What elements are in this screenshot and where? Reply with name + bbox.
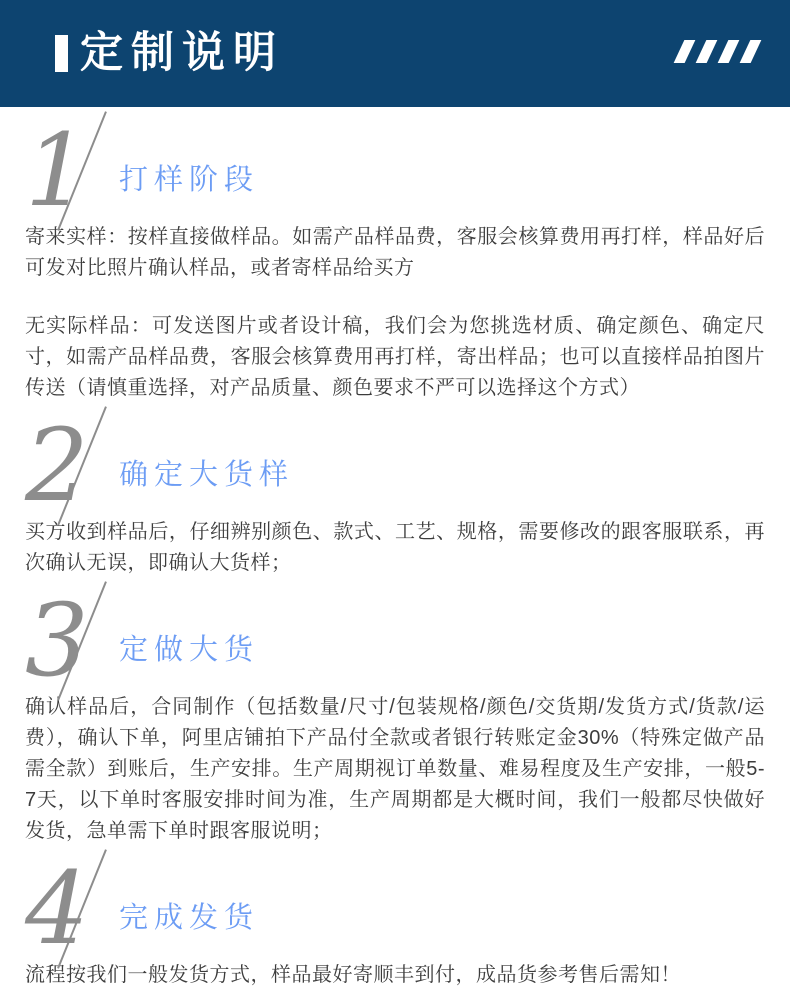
customization-instructions xyxy=(0,112,790,991)
numeral-digit: 3 xyxy=(25,582,89,699)
page-title: 定制说明 xyxy=(80,29,284,77)
slash-icon xyxy=(696,40,718,63)
section-title: 打样阶段 xyxy=(119,164,260,196)
numeral-digit: 1 xyxy=(25,112,89,229)
section-header xyxy=(25,850,765,967)
section-title: 完成发货 xyxy=(119,902,260,934)
section-title: 确定大货样 xyxy=(119,459,295,491)
paragraph: 无实际样品：可发送图片或者设计稿，我们会为您挑选材质、确定颜色、确定尺寸，如需产品样品费，客服会核算费用再打样，寄出样品；也可以直接样品拍图片传送（请慎重选择，对产品质量、颜色要求不严可以选择这个方式） xyxy=(25,315,765,399)
banner-accent-bar xyxy=(55,35,68,72)
section-numeral xyxy=(25,582,103,699)
numeral-digit: 4 xyxy=(25,850,89,967)
section-numeral xyxy=(25,112,103,229)
numeral-digit: 2 xyxy=(25,407,89,524)
section-header xyxy=(25,407,765,524)
paragraph: 流程按我们一般发货方式，样品最好寄顺丰到付，成品货参考售后需知！ xyxy=(25,964,681,986)
paragraph: 确认样品后，合同制作（包括数量/尺寸/包装规格/颜色/交货期/发货方式/货款/运费），确认下单，阿里店铺拍下产品付全款或者银行转账定金30%（特殊定做产品需全款）到账后，生产安排。生产周期视订单数量、难易程度及生产安排，一般5-7天，以下单时客服安排时间为准，生产周期都是大概时间，我们一般都尽快做好发货，急单需下单时跟客服说明； xyxy=(25,696,765,842)
section-confirm-bulk-sample xyxy=(25,407,765,579)
section-shipping xyxy=(25,850,765,991)
paragraph: 买方收到样品后，仔细辨别颜色、款式、工艺、规格，需要修改的跟客服联系，再次确认无误，即确认大货样； xyxy=(25,521,765,574)
section-header xyxy=(25,582,765,699)
section-title: 定做大货 xyxy=(119,634,260,666)
section-numeral xyxy=(25,407,103,524)
slash-icon xyxy=(674,40,696,63)
section-numeral xyxy=(25,850,103,967)
paragraph: 寄来实样：按样直接做样品。如需产品样品费，客服会核算费用再打样，样品好后可发对比照片确认样品，或者寄样品给买方 xyxy=(25,226,765,279)
banner xyxy=(0,0,790,107)
section-sampling-stage xyxy=(25,112,765,404)
section-header xyxy=(25,112,765,229)
slash-icon xyxy=(718,40,740,63)
slash-icon xyxy=(740,40,762,63)
section-bulk-production xyxy=(25,582,765,847)
banner-slash-decoration xyxy=(679,40,756,63)
